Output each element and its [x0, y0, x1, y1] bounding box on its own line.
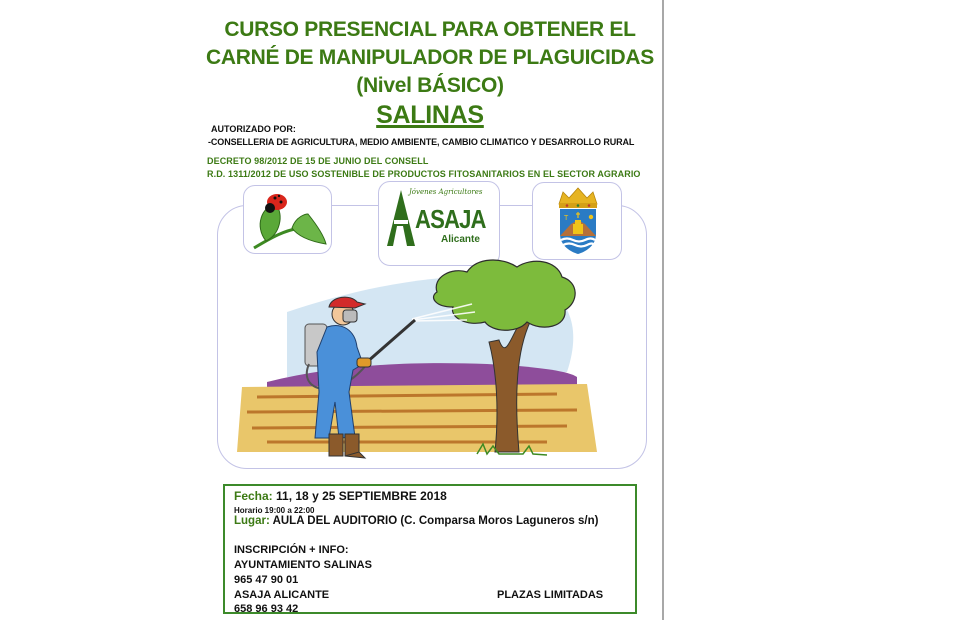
- venue-label: Lugar:: [234, 515, 270, 527]
- coat-of-arms-icon: [555, 186, 601, 256]
- farmer-spraying-illustration: [227, 252, 637, 467]
- course-info-box: [223, 484, 637, 614]
- coat-of-arms-box: [532, 182, 622, 260]
- svg-text:T: T: [564, 215, 569, 222]
- asaja-a-mark-icon: [387, 190, 417, 248]
- contact-1-phone: 965 47 90 01: [234, 574, 299, 586]
- ladybug-logo-box: [243, 185, 332, 254]
- venue-value: AULA DEL AUDITORIO (C. Comparsa Moros Laguneros s/n): [272, 515, 599, 527]
- date-label: Fecha:: [234, 489, 273, 503]
- decree-line-2: R.D. 1311/2012 DE USO SOSTENIBLE DE PRODUCTOS FITOSANITARIOS EN EL SECTOR AGRARIO: [207, 169, 641, 179]
- decree-line-1: DECRETO 98/2012 DE 15 DE JUNIO DEL CONSELL: [207, 156, 429, 166]
- ladybug-leaf-icon: [244, 186, 330, 252]
- schedule: Horario 19:00 a 22:00: [234, 506, 315, 515]
- location-title: SALINAS: [376, 101, 484, 129]
- authorized-body: -CONSELLERIA DE AGRICULTURA, MEDIO AMBIENTE, CAMBIO CLIMATICO Y DESARROLLO RURAL: [208, 137, 635, 147]
- authorized-label: AUTORIZADO POR:: [211, 124, 296, 134]
- date-value: 11, 18 y 25 SEPTIEMBRE 2018: [276, 489, 447, 503]
- date-row: [234, 489, 447, 503]
- limited-places-note: PLAZAS LIMITADAS: [497, 589, 604, 601]
- contact-2-phone: 658 96 93 42: [234, 603, 299, 615]
- title-line-3: (Nivel BÁSICO): [356, 74, 504, 97]
- asaja-name: ASAJA: [415, 204, 486, 234]
- venue-row: [234, 515, 598, 527]
- contact-1-name: AYUNTAMIENTO SALINAS: [234, 559, 372, 571]
- asaja-city: Alicante: [441, 234, 480, 245]
- title-line-1: CURSO PRESENCIAL PARA OBTENER EL: [224, 18, 636, 41]
- contact-2-name: ASAJA ALICANTE: [234, 589, 330, 601]
- asaja-subtitle: Jóvenes Agricultores: [409, 188, 483, 196]
- title-line-2: CARNÉ DE MANIPULADOR DE PLAGUICIDAS: [205, 46, 654, 69]
- registration-label: INSCRIPCIÓN + INFO:: [234, 544, 349, 556]
